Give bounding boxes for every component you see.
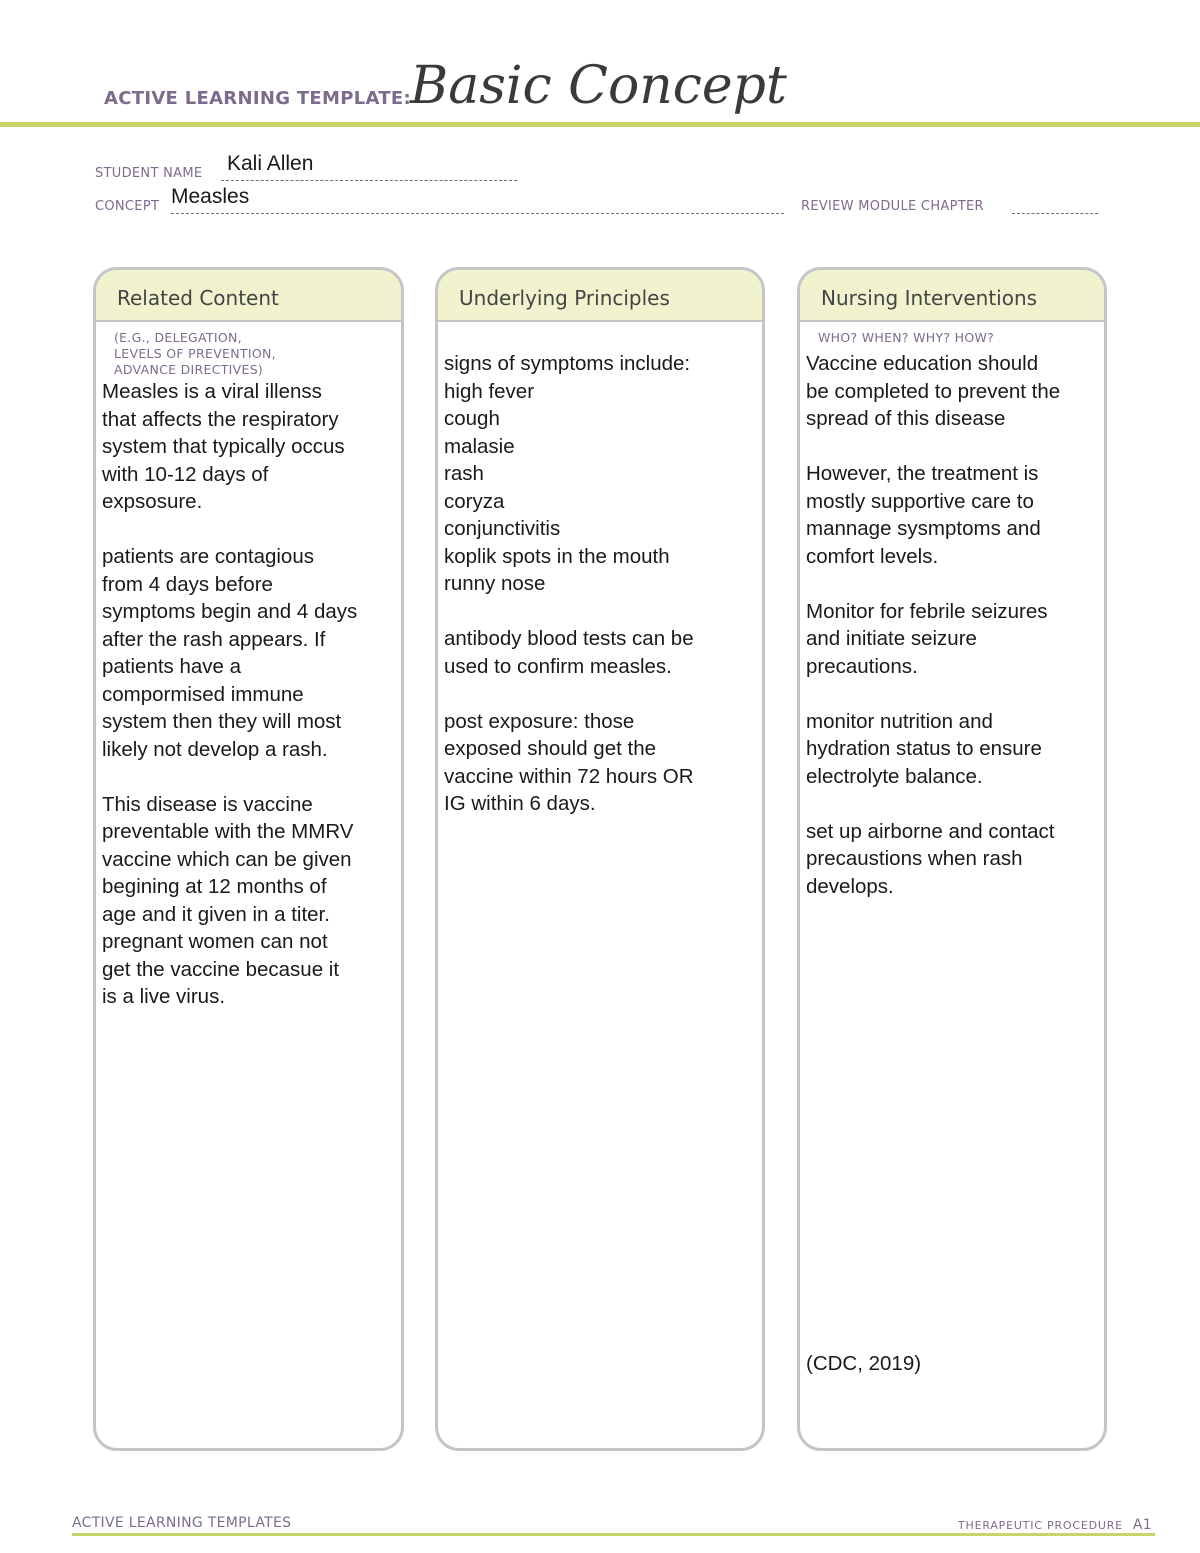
nursing-interventions-title: Nursing Interventions [800,270,1104,322]
underlying-principles-panel [435,267,765,1451]
template-label: ACTIVE LEARNING TEMPLATE: [104,88,411,109]
footer-left: ACTIVE LEARNING TEMPLATES [72,1515,292,1531]
page-number: A1 [1132,1517,1152,1533]
student-name-label: STUDENT NAME [95,166,203,181]
page-title: Basic Concept [410,56,787,116]
underlying-principles-subtitle [438,322,762,350]
nursing-interventions-panel [797,267,1107,1451]
footer-right [958,1517,1152,1533]
concept-value[interactable]: Measles [171,185,250,208]
citation: (CDC, 2019) [806,1352,922,1375]
nursing-interventions-text[interactable]: Vaccine education should be completed to prevent the spread of this disease However, the treatment is mostly supportive care to mannage sysmptoms and comfort levels. Monitor for febrile seizures and initiate seizure precautions. monitor nutrition and hydration status to ensure electrolyte balance. set up airborne and contact precaustions when rash develops. [806,352,1061,898]
footer-divider [72,1533,1155,1536]
underlying-principles-text[interactable]: signs of symptoms include: high fever cough malasie rash coryza conjunctivitis koplik spots in the mouth runny nose antibody blood tests can be used to confirm measles. post exposure: those exposed should get the vaccine within 72 hours OR IG within 6 days. [444,352,694,815]
related-content-text[interactable]: Measles is a viral illenss that affects the respiratory system that typically occus with 10-12 days of expsosure. patients are contagious from 4 days before symptoms begin and 4 days after the rash appears. If patients have a compormised immune system then they will most likely not develop a rash. This disease is vaccine preventable with the MMRV vaccine which can be given begining at 12 months of age and it given in a titer. pregnant women can not get the vaccine becasue it is a live virus. [102,380,358,1008]
review-module-label: REVIEW MODULE CHAPTER [801,199,984,214]
footer-procedure: THERAPEUTIC PROCEDURE [957,1519,1123,1532]
header-divider [0,122,1200,127]
concept-underline [171,213,784,214]
nursing-interventions-subtitle: WHO? WHEN? WHY? HOW? [818,330,995,345]
review-module-underline[interactable] [1012,213,1098,214]
underlying-principles-title: Underlying Principles [438,270,762,322]
student-name-underline [221,180,517,181]
related-content-title: Related Content [96,270,401,322]
concept-label: CONCEPT [95,199,160,214]
student-name-value[interactable]: Kali Allen [227,152,314,175]
related-content-subtitle: (E.G., DELEGATION, LEVELS OF PREVENTION, ADVANCE DIRECTIVES) [114,330,276,377]
related-content-panel [93,267,404,1451]
